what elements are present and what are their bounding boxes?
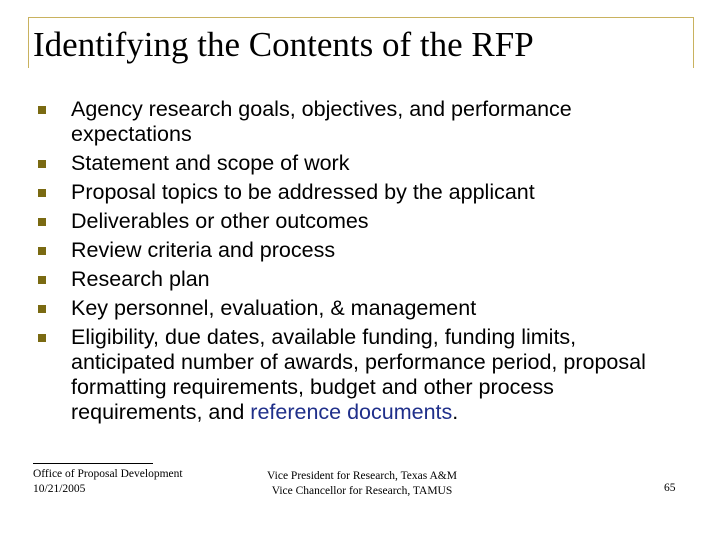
bullet-text: Research plan <box>71 267 210 291</box>
square-bullet-icon <box>38 334 46 342</box>
square-bullet-icon <box>38 276 46 284</box>
bullet-item <box>38 238 678 263</box>
bullet-text: Proposal topics to be addressed by the applicant <box>71 180 535 204</box>
footer-vc: Vice Chancellor for Research, TAMUS <box>271 485 453 497</box>
footer-date: 10/21/2005 <box>33 483 86 495</box>
bullet-text: Statement and scope of work <box>71 151 350 175</box>
bullet-item-eligibility <box>38 325 678 425</box>
bullet-list <box>38 97 678 429</box>
slide-title: Identifying the Contents of the RFP <box>33 25 534 64</box>
bullet-text: Deliverables or other outcomes <box>71 209 369 233</box>
bullet-item <box>38 180 678 205</box>
square-bullet-icon <box>38 189 46 197</box>
bullet-text: Key personnel, evaluation, & management <box>71 296 477 320</box>
page-number: 65 <box>664 482 676 494</box>
bullet-item <box>38 209 678 234</box>
bullet-text: Eligibility, due dates, available funding, funding limits, anticipated number of awards, performance period, proposal formatting requirements, budget and other process requirements, and <box>71 325 646 424</box>
footer-center <box>262 469 462 499</box>
bullet-item <box>38 296 678 321</box>
footer-left <box>33 467 183 497</box>
bullet-text: Agency research goals, objectives, and performance expectations <box>71 97 572 146</box>
bullet-period: . <box>452 400 459 424</box>
square-bullet-icon <box>38 160 46 168</box>
bullet-item <box>38 151 678 176</box>
square-bullet-icon <box>38 247 46 255</box>
bullet-text: Review criteria and process <box>71 238 336 262</box>
bullet-item <box>38 97 678 147</box>
square-bullet-icon <box>38 106 46 114</box>
footer-vp: Vice President for Research, Texas A&M <box>267 470 457 482</box>
footer-office: Office of Proposal Development <box>33 468 183 480</box>
bullet-item <box>38 267 678 292</box>
footer-divider <box>33 463 153 464</box>
reference-documents-link[interactable]: reference documents <box>250 400 453 424</box>
square-bullet-icon <box>38 218 46 226</box>
square-bullet-icon <box>38 305 46 313</box>
